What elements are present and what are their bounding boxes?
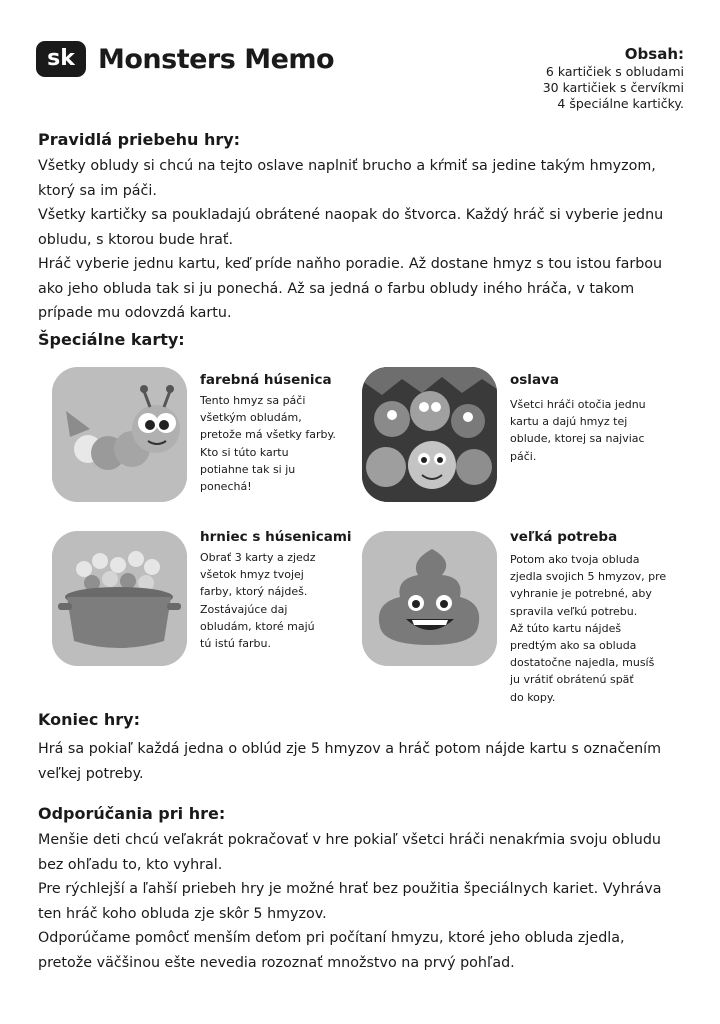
text-line: prípade mu odovzdá kartu. <box>38 305 232 321</box>
caterpillar-pot-icon <box>52 531 187 666</box>
card-text-line: potiahne tak si ju <box>200 462 296 476</box>
card-text-line: predtým ako sa obluda <box>510 639 637 653</box>
card-title-pot: hrniec s húsenicami <box>200 529 352 545</box>
text-line: ten hráč koho obluda zje skôr 5 hmyzov. <box>38 905 327 922</box>
text-line: Pre rýchlejší a ľahší priebeh hry je možné hrať bez použitia špeciálnych kariet. Vyhráva <box>38 881 662 897</box>
special-heading: Špeciálne karty: <box>38 330 185 349</box>
text-line: Menšie deti chcú veľakrát pokračovať v hre pokiaľ všetci hráči nenakŕmia svoju obludu <box>38 832 661 848</box>
card-text-party <box>510 396 690 465</box>
end-heading: Koniec hry: <box>38 710 140 729</box>
card-title-party: oslava <box>510 372 559 388</box>
card-text-line: vyhranie je potrebné, aby <box>510 587 652 601</box>
text-line: pretože väčšinou ešte nevedia rozoznať množstvo na prvý pohľad. <box>38 954 515 971</box>
card-text-line: zjedla svojich 5 hmyzov, pre <box>510 570 667 584</box>
card-text-line: ponechá! <box>200 480 252 494</box>
card-text-line: kartu a dajú hmyz tej <box>510 415 628 429</box>
party-monsters-icon <box>362 367 497 502</box>
end-text <box>38 737 693 786</box>
card-text-line: farby, ktorý nájdeš. <box>200 585 308 599</box>
text-line: Všetky obludy si chcú na tejto oslave naplniť brucho a kŕmiť sa jedine takým hmyzom, <box>38 158 656 174</box>
poop-icon <box>362 531 497 666</box>
card-text-line: všetkým obludám, <box>200 411 302 425</box>
card-text-line: Kto si túto kartu <box>200 445 289 459</box>
text-line: Hráč vyberie jednu kartu, keď príde naňho poradie. Až dostane hmyz s tou istou farbou <box>38 256 663 272</box>
card-text-line: Všetci hráči otočia jednu <box>510 398 646 411</box>
card-text-caterpillar <box>200 392 360 495</box>
card-text-line: do kopy. <box>510 690 556 704</box>
card-text-line: ju vrátiť obrátenú späť <box>510 673 634 687</box>
text-line: ako jeho obluda tak si ju ponechá. Až sa jedná o farbu obludy iného hráča, v takom <box>38 280 635 297</box>
text-line: Odporúčame pomôcť menším deťom pri počítaní hmyzu, ktoré jeho obluda zjedla, <box>38 930 625 946</box>
card-title-caterpillar: farebná húsenica <box>200 372 332 388</box>
card-text-line: Potom ako tvoja obluda <box>510 553 640 566</box>
rules-text <box>38 154 693 326</box>
text-line: obludu, s ktorou bude hrať. <box>38 231 234 248</box>
contents-heading: Obsah: <box>624 45 684 63</box>
contents-line: 6 kartičiek s obludami <box>545 64 684 79</box>
card-title-poop: veľká potreba <box>510 529 618 545</box>
text-line: veľkej potreby. <box>38 765 144 782</box>
card-text-line: dostatočne najedla, musíš <box>510 656 655 670</box>
card-text-line: Zostávajúce daj <box>200 602 288 616</box>
contents-box <box>543 44 684 112</box>
text-line: ktorý sa im páči. <box>38 182 157 199</box>
card-text-line: páči. <box>510 449 537 463</box>
text-line: Všetky kartičky sa poukladajú obrátené naopak do štvorca. Každý hráč si vyberie jednu <box>38 207 664 223</box>
card-text-line: Obrať 3 karty a zjedz <box>200 551 316 564</box>
contents-line: 4 špeciálne kartičky. <box>557 96 684 111</box>
rules-heading: Pravidlá priebehu hry: <box>38 130 241 149</box>
card-text-line: spravila veľkú potrebu. <box>510 604 638 618</box>
card-text-pot <box>200 549 360 652</box>
game-title: Monsters Memo <box>98 44 335 75</box>
tips-heading: Odporúčania pri hre: <box>38 804 226 823</box>
card-text-line: všetok hmyz tvojej <box>200 568 304 582</box>
text-line: bez ohľadu to, kto vyhral. <box>38 856 223 873</box>
tips-text <box>38 828 693 975</box>
language-badge: sk <box>36 41 86 77</box>
card-text-line: Tento hmyz sa páči <box>200 394 306 407</box>
card-text-line: oblude, ktorej sa najviac <box>510 432 645 446</box>
card-text-line: obludám, ktoré majú <box>200 619 315 633</box>
card-text-line: pretože má všetky farby. <box>200 428 336 442</box>
card-text-line: Až túto kartu nájdeš <box>510 621 622 635</box>
caterpillar-icon <box>52 367 187 502</box>
contents-line: 30 kartičiek s červíkmi <box>542 80 684 95</box>
card-text-poop <box>510 551 700 706</box>
text-line: Hrá sa pokiaľ každá jedna o oblúd zje 5 hmyzov a hráč potom nájde kartu s označením <box>38 741 662 757</box>
card-text-line: tú istú farbu. <box>200 637 271 651</box>
